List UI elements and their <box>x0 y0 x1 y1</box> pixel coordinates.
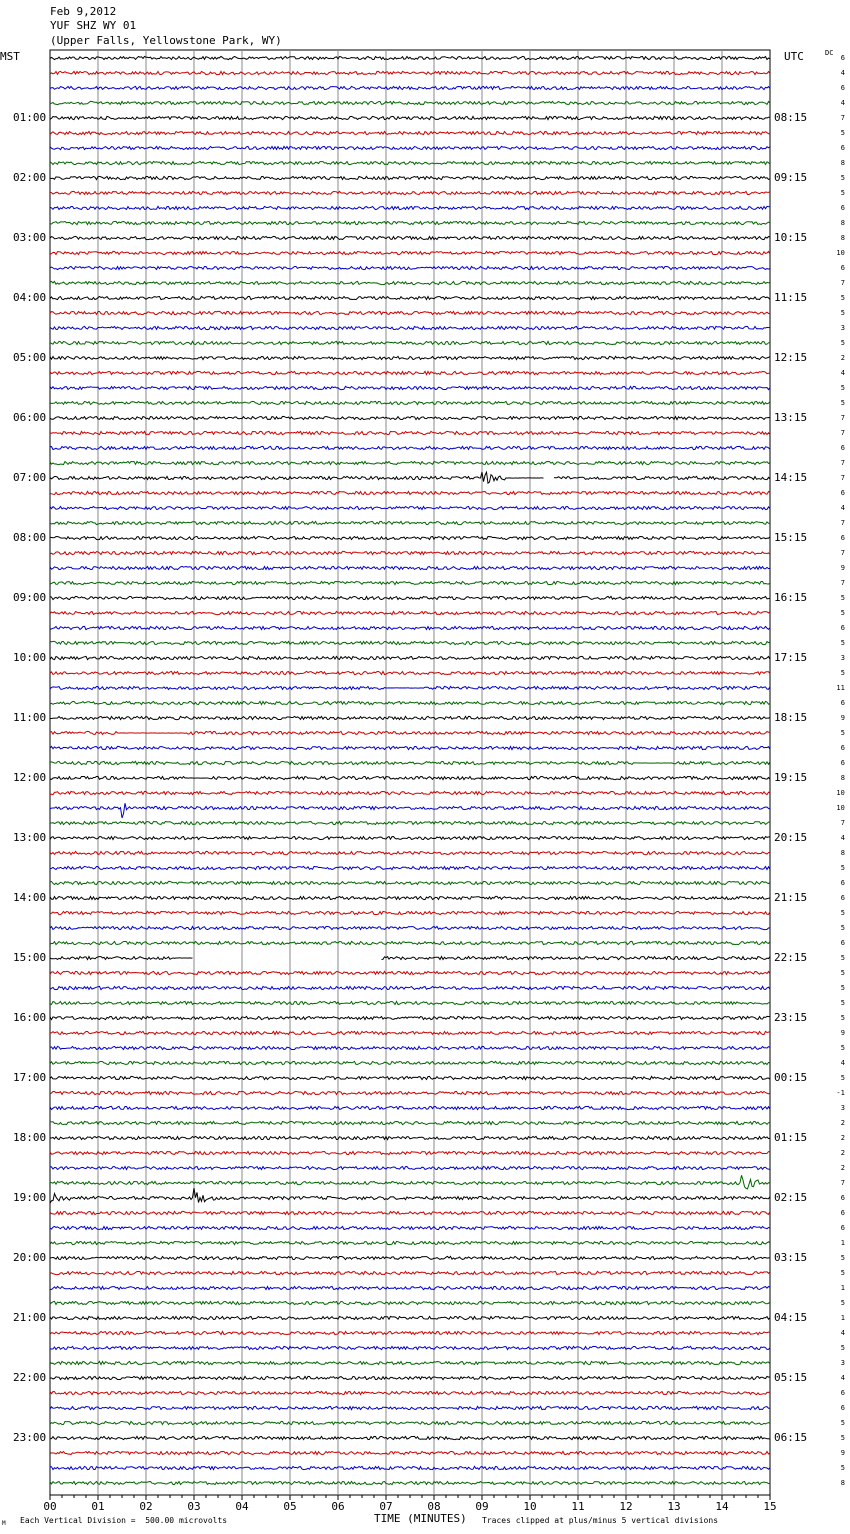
left-hour-label: 19:00 <box>13 1191 47 1204</box>
dc-offset-label: 7 <box>840 579 845 587</box>
trace-26 <box>50 446 770 449</box>
dc-offset-label: 5 <box>840 984 845 992</box>
right-hour-label: 21:15 <box>774 891 808 904</box>
dc-offset-label: 5 <box>840 1269 845 1277</box>
right-axis-title: UTC <box>784 50 804 63</box>
trace-42 <box>50 686 770 689</box>
trace-64 <box>50 1016 770 1019</box>
dc-offset-label: 8 <box>840 219 845 227</box>
dc-offset-label: 5 <box>840 294 845 302</box>
trace-93 <box>50 1451 770 1454</box>
trace-56 <box>50 896 770 899</box>
trace-59 <box>50 941 770 944</box>
dc-offset-label: 7 <box>840 114 845 122</box>
trace-22 <box>50 386 770 389</box>
trace-95 <box>50 1481 770 1484</box>
x-tick-label: 07 <box>379 1500 393 1513</box>
trace-77 <box>50 1211 770 1214</box>
right-hour-label: 18:15 <box>774 711 808 724</box>
trace-24 <box>50 416 770 419</box>
dc-offset-label: 5 <box>840 129 845 137</box>
trace-61 <box>50 971 770 974</box>
trace-92 <box>50 1436 770 1439</box>
dc-offset-label: 7 <box>840 474 845 482</box>
left-hour-label: 23:00 <box>13 1431 47 1444</box>
trace-55 <box>50 881 770 884</box>
trace-57 <box>50 911 770 914</box>
dc-offset-label: 7 <box>840 519 845 527</box>
trace-32 <box>50 536 770 539</box>
right-hour-label: 20:15 <box>774 831 808 844</box>
trace-49 <box>50 791 770 794</box>
trace-74 <box>50 1166 770 1169</box>
dc-offset-label: 1 <box>840 1284 845 1292</box>
dc-offset-label: 6 <box>840 759 845 767</box>
left-hour-label: 13:00 <box>13 831 47 844</box>
dc-offset-label: 5 <box>840 909 845 917</box>
left-hour-label: 09:00 <box>13 591 47 604</box>
right-hour-label: 15:15 <box>774 531 808 544</box>
right-hour-label: 17:15 <box>774 651 808 664</box>
left-hour-label: 08:00 <box>13 531 47 544</box>
trace-6 <box>50 146 770 149</box>
left-hour-label: 20:00 <box>13 1251 47 1264</box>
trace-94 <box>50 1466 770 1469</box>
dc-offset-label: 1 <box>840 1239 845 1247</box>
dc-offset-label: -1 <box>836 1089 845 1097</box>
right-hour-label: 00:15 <box>774 1071 808 1084</box>
trace-66 <box>50 1046 770 1049</box>
dc-offset-label: 5 <box>840 594 845 602</box>
left-hour-label: 10:00 <box>13 651 47 664</box>
x-tick-label: 09 <box>475 1500 489 1513</box>
trace-11 <box>50 221 770 224</box>
left-hour-label: 18:00 <box>13 1131 47 1144</box>
dc-offset-label: 4 <box>840 69 845 77</box>
dc-offset-label: 8 <box>840 774 845 782</box>
dc-offset-label: 7 <box>840 414 845 422</box>
right-hour-label: 06:15 <box>774 1431 808 1444</box>
trace-76 <box>50 1188 770 1203</box>
dc-offset-label: 4 <box>840 504 845 512</box>
dc-offset-label: 6 <box>840 699 845 707</box>
right-hour-label: 19:15 <box>774 771 808 784</box>
trace-90 <box>50 1406 770 1409</box>
dc-offset-label: 5 <box>840 399 845 407</box>
dc-title: DC <box>825 49 834 57</box>
trace-40 <box>50 656 770 659</box>
dc-offset-label: 5 <box>840 1344 845 1352</box>
trace-86 <box>50 1346 770 1349</box>
trace-73 <box>50 1151 770 1154</box>
dc-offset-label: 5 <box>840 1299 845 1307</box>
right-hour-label: 01:15 <box>774 1131 808 1144</box>
right-hour-label: 11:15 <box>774 291 808 304</box>
dc-offset-label: 5 <box>840 1254 845 1262</box>
dc-offset-label: 5 <box>840 669 845 677</box>
dc-offset-label: 7 <box>840 459 845 467</box>
dc-offset-label: 4 <box>840 1329 845 1337</box>
trace-48 <box>50 776 770 779</box>
trace-89 <box>50 1391 770 1394</box>
corner-mark: M <box>2 1520 6 1527</box>
dc-offset-label: 6 <box>840 84 845 92</box>
dc-offset-label: 5 <box>840 864 845 872</box>
scale-note: Each Vertical Division = 500.00 microvolts <box>20 1516 228 1525</box>
x-axis-title: TIME (MINUTES) <box>374 1512 467 1525</box>
dc-offset-label: 4 <box>840 99 845 107</box>
plot-location: (Upper Falls, Yellowstone Park, WY) <box>50 34 282 47</box>
left-hour-label: 01:00 <box>13 111 47 124</box>
trace-44 <box>50 716 770 719</box>
trace-91 <box>50 1421 770 1424</box>
trace-30 <box>50 506 770 509</box>
dc-offset-label: 9 <box>840 1029 845 1037</box>
trace-51 <box>50 821 770 824</box>
dc-offset-label: 7 <box>840 1179 845 1187</box>
dc-offset-label: 5 <box>840 954 845 962</box>
trace-53 <box>50 851 770 854</box>
dc-offset-label: 8 <box>840 1479 845 1487</box>
trace-58 <box>50 926 770 929</box>
trace-38 <box>50 626 770 629</box>
trace-43 <box>50 701 770 704</box>
trace-0 <box>50 56 770 59</box>
trace-79 <box>50 1241 770 1244</box>
right-hour-label: 09:15 <box>774 171 808 184</box>
trace-85 <box>50 1331 770 1334</box>
trace-9 <box>50 191 770 194</box>
trace-71 <box>50 1121 770 1124</box>
left-axis-title: MST <box>0 50 20 63</box>
trace-84 <box>50 1316 770 1319</box>
trace-60 <box>50 956 770 959</box>
x-tick-label: 02 <box>139 1500 153 1513</box>
trace-45 <box>50 731 770 734</box>
dc-offset-label: 5 <box>840 174 845 182</box>
trace-47 <box>50 761 770 764</box>
trace-37 <box>50 611 770 614</box>
dc-offset-label: 4 <box>840 1059 845 1067</box>
dc-offset-label: 11 <box>836 684 845 692</box>
dc-offset-label: 6 <box>840 204 845 212</box>
right-hour-label: 10:15 <box>774 231 808 244</box>
x-tick-label: 03 <box>187 1500 201 1513</box>
left-hour-label: 16:00 <box>13 1011 47 1024</box>
x-axis <box>43 1495 776 1513</box>
dc-offset-label: 5 <box>840 189 845 197</box>
dc-offset-label: 3 <box>840 324 845 332</box>
dc-offset-label: 5 <box>840 384 845 392</box>
dc-offset-label: 7 <box>840 819 845 827</box>
plot-date: Feb 9,2012 <box>50 5 117 18</box>
left-hour-label: 15:00 <box>13 951 47 964</box>
left-hour-label: 05:00 <box>13 351 47 364</box>
right-hour-label: 23:15 <box>774 1011 808 1024</box>
dc-offset-label: 5 <box>840 339 845 347</box>
trace-69 <box>50 1091 770 1094</box>
trace-75 <box>50 1175 770 1189</box>
dc-offset-label: 5 <box>840 1464 845 1472</box>
dc-offset-label: 6 <box>840 1209 845 1217</box>
traces <box>50 56 770 1484</box>
trace-12 <box>50 236 770 239</box>
dc-offset-label: 5 <box>840 924 845 932</box>
dc-offset-label: 5 <box>840 1074 845 1082</box>
left-hour-label: 06:00 <box>13 411 47 424</box>
dc-offset-label: 9 <box>840 1449 845 1457</box>
trace-17 <box>50 311 770 314</box>
trace-36 <box>50 596 770 599</box>
x-tick-label: 00 <box>43 1500 57 1513</box>
dc-offset-label: 6 <box>840 534 845 542</box>
right-hour-label: 05:15 <box>774 1371 808 1384</box>
trace-21 <box>50 371 770 374</box>
dc-offset-label: 3 <box>840 1359 845 1367</box>
dc-offset-label: 9 <box>840 714 845 722</box>
trace-52 <box>50 836 770 839</box>
dc-offset-label: 7 <box>840 549 845 557</box>
right-hour-label: 04:15 <box>774 1311 808 1324</box>
left-hour-label: 14:00 <box>13 891 47 904</box>
dc-offset-label: 7 <box>840 279 845 287</box>
dc-offset-label: 6 <box>840 1404 845 1412</box>
dc-offset-label: 9 <box>840 564 845 572</box>
trace-50 <box>50 803 770 818</box>
left-hour-label: 04:00 <box>13 291 47 304</box>
trace-62 <box>50 986 770 989</box>
trace-16 <box>50 296 770 299</box>
trace-15 <box>50 281 770 284</box>
dc-offset-label: 6 <box>840 264 845 272</box>
clip-note: Traces clipped at plus/minus 5 vertical divisions <box>482 1516 719 1525</box>
dc-offset-label: 3 <box>840 654 845 662</box>
dc-offset-label: 6 <box>840 1194 845 1202</box>
x-tick-label: 01 <box>91 1500 105 1513</box>
right-hour-label: 02:15 <box>774 1191 808 1204</box>
right-hour-label: 08:15 <box>774 111 808 124</box>
trace-83 <box>50 1301 770 1304</box>
trace-35 <box>50 581 770 584</box>
x-tick-label: 05 <box>283 1500 297 1513</box>
trace-88 <box>50 1376 770 1379</box>
right-hour-label: 03:15 <box>774 1251 808 1264</box>
right-hour-label: 14:15 <box>774 471 808 484</box>
dc-offset-label: 5 <box>840 1434 845 1442</box>
trace-8 <box>50 176 770 179</box>
trace-82 <box>50 1286 770 1289</box>
trace-87 <box>50 1361 770 1364</box>
trace-80 <box>50 1256 770 1259</box>
right-hour-label: 12:15 <box>774 351 808 364</box>
trace-3 <box>50 101 770 104</box>
plot-station: YUF SHZ WY 01 <box>50 19 137 32</box>
trace-54 <box>50 866 770 869</box>
trace-23 <box>50 401 770 404</box>
dc-offset-label: 5 <box>840 729 845 737</box>
dc-offset-label: 6 <box>840 939 845 947</box>
trace-1 <box>50 71 770 74</box>
dc-offset-label: 4 <box>840 834 845 842</box>
dc-offset-label: 3 <box>840 1104 845 1112</box>
trace-33 <box>50 551 770 554</box>
left-hour-label: 03:00 <box>13 231 47 244</box>
x-tick-label: 10 <box>523 1500 537 1513</box>
trace-34 <box>50 566 770 569</box>
x-tick-label: 15 <box>763 1500 777 1513</box>
dc-offset-label: 10 <box>836 249 845 257</box>
dc-offset-label: 6 <box>840 1389 845 1397</box>
trace-4 <box>50 116 770 119</box>
dc-offset-label: 8 <box>840 234 845 242</box>
dc-offset-label: 2 <box>840 1164 845 1172</box>
right-hour-label: 22:15 <box>774 951 808 964</box>
dc-offset-label: 5 <box>840 999 845 1007</box>
x-tick-label: 06 <box>331 1500 345 1513</box>
dc-offset-label: 1 <box>840 1314 845 1322</box>
dc-offset-label: 2 <box>840 1134 845 1142</box>
trace-20 <box>50 356 770 359</box>
dc-offset-label: 5 <box>840 609 845 617</box>
dc-offset-label: 10 <box>836 804 845 812</box>
dc-offset-label: 6 <box>840 894 845 902</box>
trace-2 <box>50 86 770 89</box>
dc-offset-label: 6 <box>840 489 845 497</box>
trace-39 <box>50 641 770 644</box>
trace-67 <box>50 1061 770 1064</box>
trace-41 <box>50 671 770 674</box>
left-hour-label: 11:00 <box>13 711 47 724</box>
dc-offset-label: 5 <box>840 969 845 977</box>
trace-63 <box>50 1001 770 1004</box>
trace-27 <box>50 461 770 464</box>
trace-78 <box>50 1226 770 1229</box>
trace-5 <box>50 131 770 134</box>
trace-28 <box>50 472 770 483</box>
trace-46 <box>50 746 770 749</box>
dc-offset-label: 2 <box>840 1149 845 1157</box>
x-tick-label: 04 <box>235 1500 249 1513</box>
dc-offset-label: 5 <box>840 1014 845 1022</box>
dc-offset-label: 2 <box>840 1119 845 1127</box>
trace-19 <box>50 341 770 344</box>
left-hour-label: 21:00 <box>13 1311 47 1324</box>
dc-offset-label: 8 <box>840 849 845 857</box>
dc-offset-label: 5 <box>840 639 845 647</box>
trace-18 <box>50 326 770 329</box>
dc-offset-label: 2 <box>840 354 845 362</box>
dc-offset-label: 6 <box>840 744 845 752</box>
x-tick-label: 13 <box>667 1500 681 1513</box>
trace-7 <box>50 161 770 164</box>
x-tick-label: 08 <box>427 1500 441 1513</box>
dc-offset-label: 6 <box>840 54 845 62</box>
dc-offset-label: 6 <box>840 444 845 452</box>
trace-31 <box>50 521 770 524</box>
left-hour-label: 22:00 <box>13 1371 47 1384</box>
trace-68 <box>50 1076 770 1079</box>
trace-65 <box>50 1031 770 1034</box>
x-tick-label: 14 <box>715 1500 729 1513</box>
dc-offset-label: 6 <box>840 144 845 152</box>
left-hour-label: 02:00 <box>13 171 47 184</box>
trace-81 <box>50 1271 770 1274</box>
trace-72 <box>50 1136 770 1139</box>
dc-offset-label: 10 <box>836 789 845 797</box>
right-hour-label: 13:15 <box>774 411 808 424</box>
dc-offset-label: 5 <box>840 1044 845 1052</box>
left-hour-label: 17:00 <box>13 1071 47 1084</box>
x-tick-label: 11 <box>571 1500 585 1513</box>
dc-offset-label: 5 <box>840 309 845 317</box>
dc-offset-label: 4 <box>840 1374 845 1382</box>
trace-13 <box>50 251 770 254</box>
dc-offset-label: 8 <box>840 159 845 167</box>
dc-offset-label: 6 <box>840 879 845 887</box>
right-hour-label: 16:15 <box>774 591 808 604</box>
trace-70 <box>50 1106 770 1109</box>
trace-25 <box>50 431 770 434</box>
trace-10 <box>50 206 770 209</box>
left-hour-label: 07:00 <box>13 471 47 484</box>
x-tick-label: 12 <box>619 1500 633 1513</box>
dc-offset-label: 5 <box>840 1419 845 1427</box>
left-hour-label: 12:00 <box>13 771 47 784</box>
trace-14 <box>50 266 770 269</box>
dc-offset-label: 4 <box>840 369 845 377</box>
dc-offset-label: 7 <box>840 429 845 437</box>
dc-offset-label: 6 <box>840 1224 845 1232</box>
dc-offset-label: 6 <box>840 624 845 632</box>
trace-29 <box>50 491 770 494</box>
